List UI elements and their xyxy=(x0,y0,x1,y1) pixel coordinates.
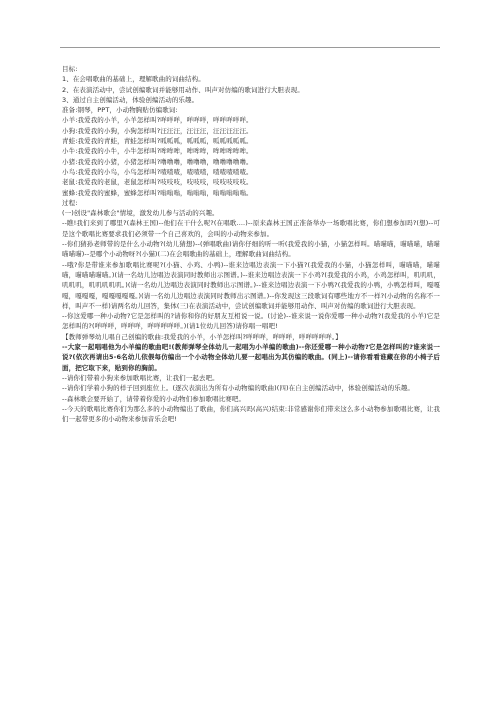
paragraph-7: 青蛙:我爱我的青蛙，青蛙怎样叫?呱呱呱，呱呱呱，呱呱呱呱呱。 xyxy=(62,137,253,146)
paragraph-3: 3、通过自主创编活动，体验创编活动的乐趣。 xyxy=(62,95,199,104)
document-body xyxy=(62,64,440,424)
paragraph-12: 蜜蜂:我爱我的蜜蜂，蜜蜂怎样叫?嗡嗡嗡，嗡嗡嗡，嗡嗡嗡嗡嗡。 xyxy=(62,188,253,197)
paragraph-0: 目标: xyxy=(62,65,78,73)
paragraph-18: --你这爱哪一种小动物?它是怎样叫的?请你和你的好朋友互相说一说。(讨论)--谁来说一说你爱哪一种小动物?(我爱我的小羊)它是怎样叫的?(咩咩咩，咩咩咩，咩咩咩咩咩。)(请1位幼儿回答)请你唱一唱吧! xyxy=(62,312,440,331)
paragraph-16: --你们猜孙老师带的是什么小动物?(幼儿猜想)--(弹唱歌曲)请你仔细的听一听(我爱我的小猫，小猫怎样叫。喵喵喵，喵喵喵，喵喵喵喵喵)--是哪个小动物呀?(小猫)(二)在会唱歌曲的基础上，理解歌曲词曲结构。 xyxy=(62,240,440,259)
paragraph-14: (一)创设"森林歌会"情境，激发幼儿参与活动的兴趣。 xyxy=(62,209,219,218)
paragraph-20: --大家一起唱唱他为小羊编的歌曲吧!(教师弹琴全体幼儿一起唱为小羊编的歌曲)--你还爱哪一种小动物?它是怎样叫的?谁来说一说?(依次再请出5-6名幼儿依偎每仿编出一个小动物全体幼儿要一起唱出为其仿编的歌曲。(同上)--请你看看谁藏在你的小椅子后面，把它取下来，贴到你的胸前。 xyxy=(62,343,440,372)
paragraph-19: 【教师弹琴幼儿唱自己创编的歌曲:我爱我的小羊，小羊怎样叫?咩咩咩，咩咩咩，咩咩咩咩咩。】 xyxy=(62,332,342,341)
paragraph-17: --哦?你是带谁来参加歌唱比赛呢?(小猫、小鸡、小鸭)--谁来边唱边表演一下小猫?(我爱我的小猫，小猫怎样叫，喵喵喵，喵喵喵，喵喵喵喵喵。)(请一名幼儿边唱边表演同时教师出示图谱。)--谁来边唱边表演一下小鸡?(我爱我的小鸡，小鸡怎样叫，叽叽叽，叽叽叽，叽叽叽叽叽。)(请一名幼儿边唱边表演同时教师出示图谱。)--谁来边唱边表演一下小鸭?(我爱我的小鸭，小鸭怎样叫，嘎嘎嘎，嘎嘎嘎，嘎嘎嘎嘎嘎。)(请一名幼儿边唱边表演同时教师出示图谱。)--你发现这三段歌词有哪些地方不一样?(小动物的名称不一样，叫声不一样)请两名幼儿回答，集体(三)在表演活动中，尝试创编歌词并能够用动作、叫声对仿编的歌词进行大胆表现。 xyxy=(62,260,440,310)
paragraph-1: 1、在会唱歌曲的基础上，理解歌曲的词曲结构。 xyxy=(62,75,205,84)
paragraph-2: 2、在表演活动中，尝试创编歌词并能够用动作、叫声对仿编的歌词进行大胆表现。 xyxy=(62,85,304,94)
paragraph-9: 小猪:我爱我的小猪，小猪怎样叫?噜噜噜，噜噜噜，噜噜噜噜噜。 xyxy=(62,157,253,166)
paragraph-15: --瞧!我们来到了哪里?(森林王国)--他们在干什么呢?(在唱歌....)--原来森林王国正准备举办一场歌唱比赛，你们想参加吗?(想)--可是这个歌唱比赛要求我们必须带一个自己喜欢的，会叫的小动物来参加。 xyxy=(62,219,440,238)
paragraph-21: --请你们带着小狗来参加歌唱比赛，让我们一起去吧。 xyxy=(62,373,219,382)
paragraph-8: 小牛:我爱我的小牛，小牛怎样叫?哞哞哞，哞哞哞，哞哞哞哞哞。 xyxy=(62,147,253,156)
paragraph-23: --森林歌会要开始了，请带着你爱的小动物们参加歌唱比赛吧。 xyxy=(62,394,246,403)
header-rule xyxy=(60,47,440,48)
paragraph-5: 小羊:我爱我的小羊，小羊怎样叫?咩咩咩，咩咩咩，咩咩咩咩咩。 xyxy=(62,116,253,125)
paragraph-4: 准备:钢琴，PPT，小动物胸贴仿编歌词: xyxy=(62,106,178,115)
paragraph-6: 小狗:我爱我的小狗，小狗怎样叫?汪汪汪，汪汪汪，汪汪汪汪汪。 xyxy=(62,126,253,135)
paragraph-13: 过程: xyxy=(62,198,78,207)
paragraph-24: --今天的歌唱比赛你们为那么多的小动物编出了歌曲，你们高兴吗(高兴)结束:非常感谢你们带来这么多小动物参加歌唱比赛，让我们一起带更多的小动物来参加音乐会吧! xyxy=(62,404,440,424)
paragraph-22: --请你们学着小狗的样子回到座位上。(逐次表演出为所有小动物编的歌曲)(四)在自主创编活动中，体验创编活动的乐趣。 xyxy=(62,384,415,393)
paragraph-10: 小鸟:我爱我的小鸟，小鸟怎样叫?喳喳喳，喳喳喳，喳喳喳喳喳。 xyxy=(62,167,253,176)
paragraph-11: 老鼠:我爱我的老鼠，老鼠怎样叫?吱吱吱，吱吱吱，吱吱吱吱吱。 xyxy=(62,178,253,187)
